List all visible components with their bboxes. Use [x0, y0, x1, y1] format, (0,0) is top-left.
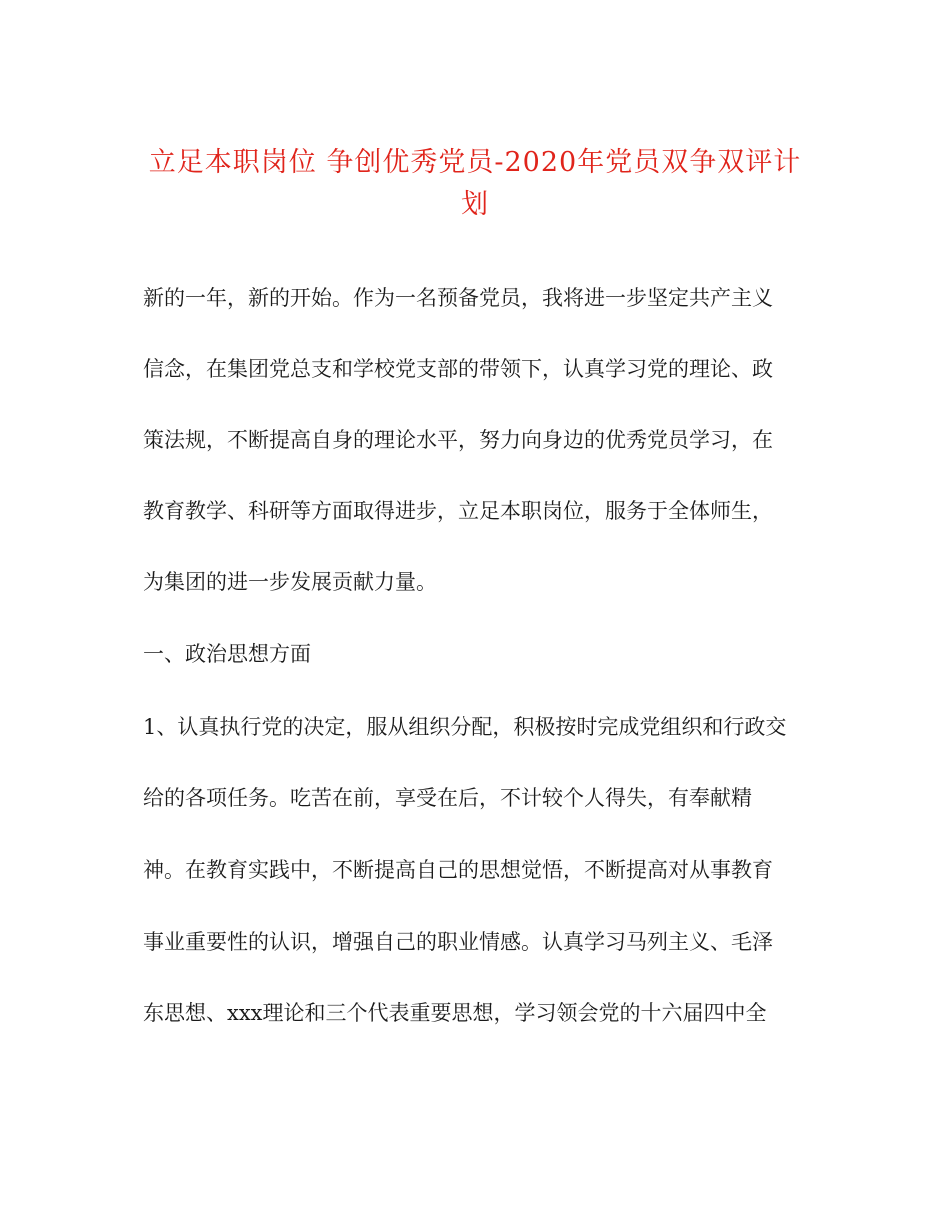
title-line-2: 划 — [461, 189, 489, 220]
paragraph-line: 信念，在集团党总支和学校党支部的带领下，认真学习党的理论、政 — [143, 357, 773, 381]
paragraph-line: 为集团的进一步发展贡献力量。 — [143, 570, 437, 594]
paragraph-line: 1、认真执行党的决定，服从组织分配，积极按时完成党组织和行政交 — [143, 715, 787, 739]
paragraph-line: 策法规，不断提高自身的理论水平，努力向身边的优秀党员学习，在 — [143, 428, 773, 452]
paragraph-line: 给的各项任务。吃苦在前，享受在后，不计较个人得失，有奉献精 — [143, 786, 752, 810]
title-line-1: 立足本职岗位 争创优秀党员-2020年党员双争双评计 — [148, 147, 802, 178]
paragraph-line: 东思想、xxx理论和三个代表重要思想，学习领会党的十六届四中全 — [143, 1001, 767, 1025]
paragraph-line: 教育教学、科研等方面取得进步，立足本职岗位，服务于全体师生， — [143, 499, 773, 523]
paragraph-line: 神。在教育实践中，不断提高自己的思想觉悟，不断提高对从事教育 — [143, 858, 773, 882]
paragraph-line: 新的一年，新的开始。作为一名预备党员，我将进一步坚定共产主义 — [143, 286, 773, 310]
document-title — [140, 142, 810, 226]
paragraph-line: 事业重要性的认识，增强自己的职业情感。认真学习马列主义、毛泽 — [143, 930, 773, 954]
section-heading: 一、政治思想方面 — [143, 642, 311, 666]
